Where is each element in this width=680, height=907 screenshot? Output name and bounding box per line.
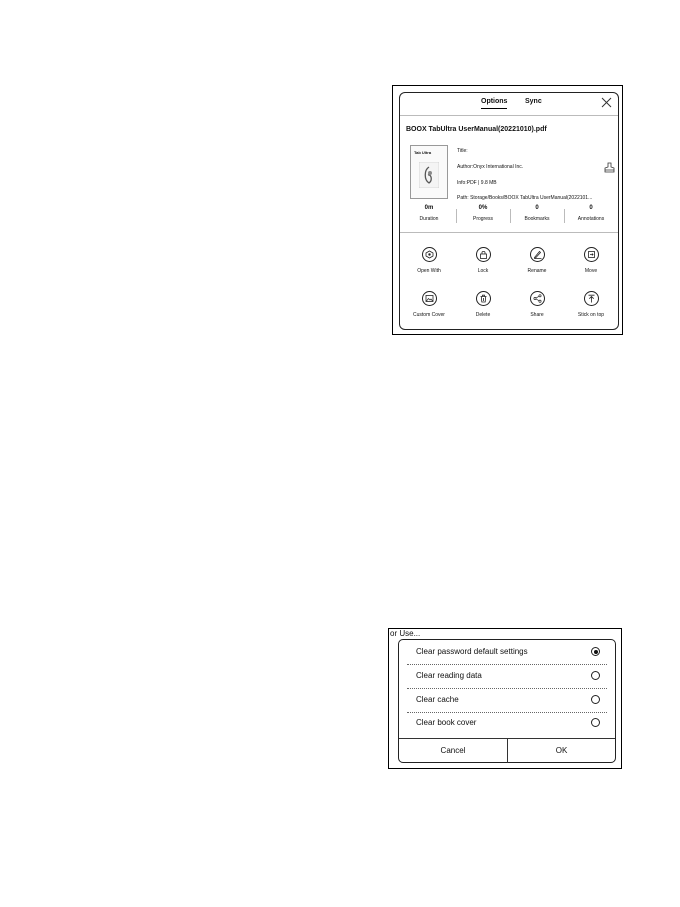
options-panel: [399, 92, 619, 330]
open-with-button[interactable]: Open With: [402, 247, 456, 274]
ok-button[interactable]: OK: [507, 739, 615, 763]
info-file: Info:PDF | 9.8 MB: [457, 180, 497, 186]
cancel-button[interactable]: Cancel: [399, 739, 507, 763]
reading-stats: [400, 205, 618, 229]
option-clear-password[interactable]: Clear password default settings: [407, 641, 607, 665]
dialog-buttons: [399, 738, 615, 763]
clear-brush-icon[interactable]: [604, 162, 615, 173]
info-path: Path: Storage/Books/BOOX TabUltra UserManual(2022101...: [457, 195, 593, 201]
book-cover: [410, 145, 448, 199]
share-icon: [533, 294, 542, 303]
clipped-background-text: or Use...: [390, 629, 421, 638]
options-screenshot: [392, 85, 623, 335]
tab-sync[interactable]: Sync: [525, 98, 542, 105]
file-name: BOOX TabUltra UserManual(20221010).pdf: [406, 126, 547, 133]
info-title: Title:: [457, 148, 468, 154]
stat-bookmarks: 0 Bookmarks: [524, 205, 550, 222]
radio-button[interactable]: [591, 718, 600, 727]
stick-on-top-button[interactable]: Stick on top: [564, 291, 618, 318]
custom-cover-button[interactable]: Custom Cover: [402, 291, 456, 318]
rename-icon: [533, 250, 542, 259]
info-author: Author:Onyx International Inc.: [457, 164, 524, 170]
lock-button[interactable]: Lock: [456, 247, 510, 274]
rename-button[interactable]: Rename: [510, 247, 564, 274]
option-clear-reading-data[interactable]: Clear reading data: [407, 665, 607, 689]
radio-button[interactable]: [591, 695, 600, 704]
stat-progress: 0% Progress: [472, 205, 493, 222]
cover-title: Tab Ultra: [414, 150, 432, 155]
divider: [400, 232, 618, 233]
move-button[interactable]: Move: [564, 247, 618, 274]
open-with-icon: [425, 250, 434, 259]
trash-icon: [479, 294, 488, 303]
radio-button-selected[interactable]: [591, 647, 600, 656]
radio-button[interactable]: [591, 671, 600, 680]
tab-bar: [400, 93, 618, 116]
image-icon: [425, 294, 434, 303]
tab-options[interactable]: Options: [481, 98, 507, 109]
option-clear-cache[interactable]: Clear cache: [407, 689, 607, 713]
stat-duration: 0m Duration: [419, 205, 439, 222]
move-icon: [587, 250, 596, 259]
share-button[interactable]: Share: [510, 291, 564, 318]
delete-button[interactable]: Delete: [456, 291, 510, 318]
arrow-up-icon: [587, 294, 596, 303]
clear-dialog-screenshot: [388, 628, 622, 769]
cover-art-icon: [419, 162, 439, 188]
option-clear-book-cover[interactable]: Clear book cover: [407, 712, 607, 735]
close-icon[interactable]: [601, 97, 612, 108]
stat-annotations: 0 Annotations: [577, 205, 605, 222]
clear-data-dialog: [398, 639, 616, 763]
lock-icon: [479, 250, 488, 259]
